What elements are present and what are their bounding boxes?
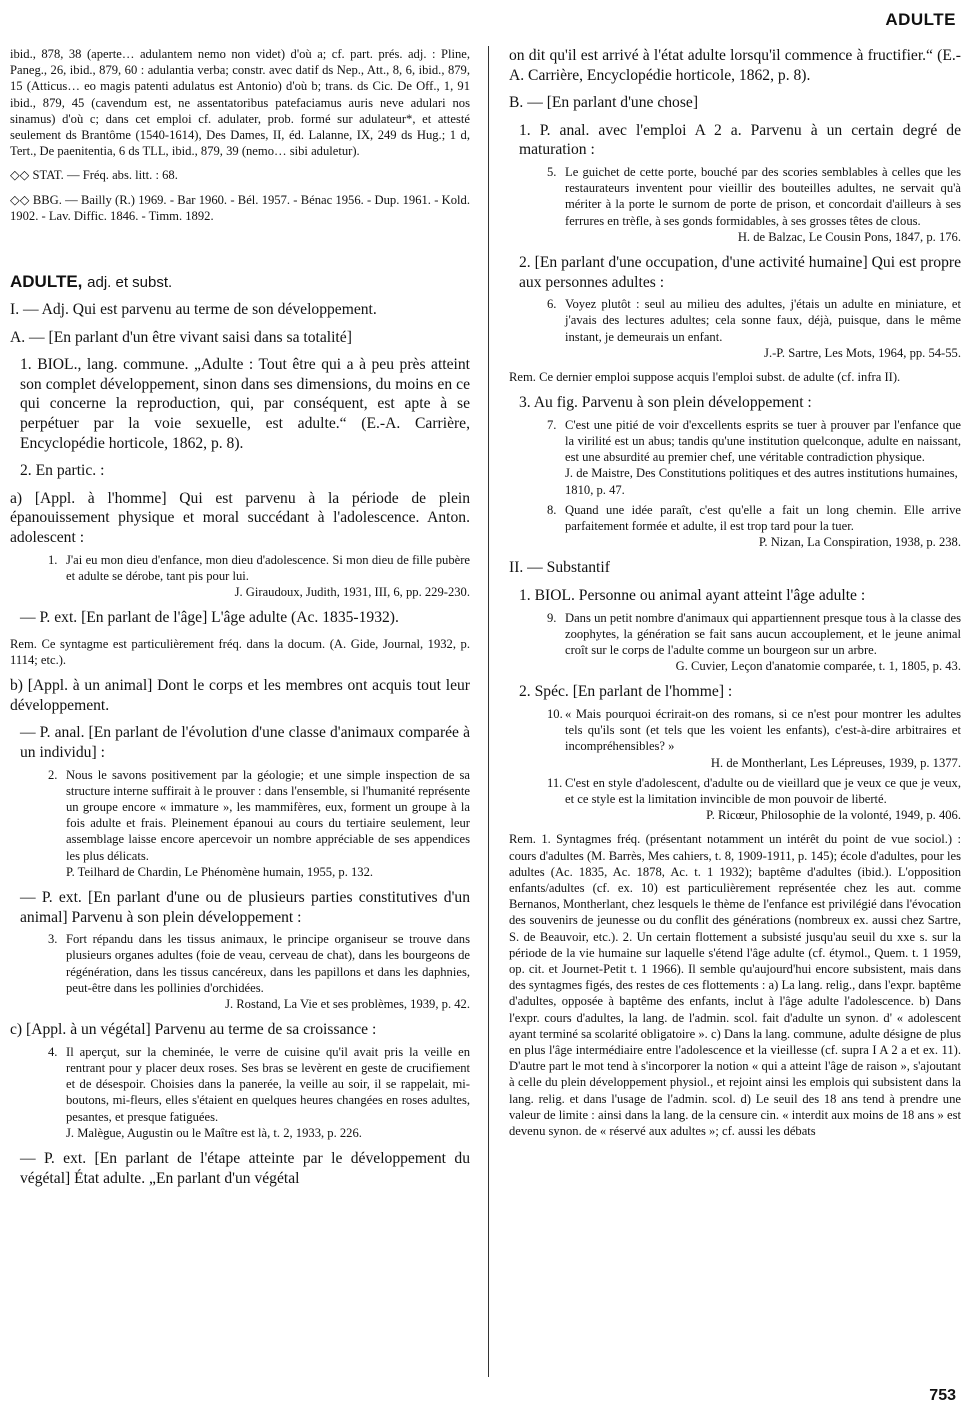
- pext-age: — P. ext. [En parlant de l'âge] L'âge adulte (Ac. 1835-1932).: [20, 609, 399, 627]
- section-II1: 1. BIOL. Personne ou animal ayant atteint l'âge adulte :: [519, 587, 866, 604]
- quote-3: 3. Fort répandu dans les tissus animaux, le principe organiseur se trouve dans plusieurs organes adultes (foie de veau, cerveau de chat), dans les bourgeons de régénération, dans les tissus cancéreux, dans les papillons et dans les daphnies, peut-être dans les pollinies d'orchidées.: [48, 932, 470, 995]
- quote-9: 9. Dans un petit nombre d'animaux qui appartiennent presque tous à la classe des zoophytes, la génération se fait sans aucun accouplement, et le jeune animal croît sur le corps de l'adulte comme un bourgeon sur un arbre.: [547, 610, 961, 657]
- section-I: I. — Adj. Qui est parvenu au terme de son développement.: [10, 301, 377, 319]
- left-column: [10, 46, 470, 1377]
- quote-6: 6. Voyez plutôt : seul au milieu des adultes, j'étais un adulte en miniature, et j'avais des lectures adultes; cela sonne faux, déjà, puisque, dans le même instant, je demeurais un enfant.: [547, 297, 961, 344]
- panal-animal: — P. anal. [En parlant de l'évolution d'une classe d'animaux comparée à un individu] :: [20, 724, 470, 761]
- quote-1: 1. J'ai eu mon dieu d'enfance, mon dieu d'adolescence. Si mon dieu de fille pubère et adulte se dérobe, tant pis pour lui.: [48, 552, 470, 583]
- column-divider: [488, 46, 489, 1377]
- section-B3: 3. Au fig. Parvenu à son plein développement :: [519, 394, 812, 412]
- section-A1: 1. BIOL., lang. commune. „Adulte : Tout être qui a à peu près atteint son complet développement, sinon dans ses dimensions, du moins en ce qui concerne la reproduction, qui, par conséquent, est apte à se perpétuer par la voie sexuelle, est adulte.“ (E.-A. Carrière, Encyclopédie horticole, 1862, p. 8).: [20, 356, 470, 452]
- quote-6-source: J.-P. Sartre, Les Mots, 1964, pp. 54-55.: [764, 345, 961, 360]
- headword: ADULTE,: [10, 272, 83, 292]
- quote-11: 11. C'est en style d'adolescent, d'adulte ou de vieillard que je veux ce que je veux, et ce style est la limitation invincible de mon pouvoir de liberté.: [547, 775, 961, 807]
- quote-9-source: G. Cuvier, Leçon d'anatomie comparée, t. 1, 1805, p. 43.: [675, 659, 961, 674]
- bibliography-line: ◇◇ BBG. — Bailly (R.) 1969. - Bar 1960. - Bél. 1957. - Bénac 1956. - Dup. 1961. - Kold. 1902. - Lav. Diffic. 1846. - Timm. 1892.: [10, 192, 470, 223]
- entry-heading: [10, 272, 470, 292]
- quote-11-source: P. Ricœur, Philosophie de la volonté, 1949, p. 406.: [706, 808, 961, 823]
- quote-5: 5. Le guichet de cette porte, bouché par des scories semblables à celles que les restaurateurs inventent pour vieillir des bouteilles adultes, ne servait qu'à mériter à la porte le surnom de porte de prison, et concordait d'ailleurs à ses ferrures en trèfle, à ses gonds formidables, à ses grosses têtes de clous.: [547, 164, 961, 228]
- section-A2c: c) [Appl. à un végétal] Parvenu au terme de sa croissance :: [10, 1021, 377, 1039]
- section-II2: 2. Spéc. [En parlant de l'homme] :: [519, 683, 733, 701]
- section-B2: 2. [En parlant d'une occupation, d'une activité humaine] Qui est propre aux personnes adultes :: [519, 253, 961, 291]
- quote-10: 10. « Mais pourquoi écrirait-on des romans, si ce n'est pour montrer les adultes tels qu'ils sont (et tels que les voient les enfants), c'est-à-dire arbitraires et incompréhensibles? »: [547, 707, 961, 754]
- section-A2b: b) [Appl. à un animal] Dont le corps et les membres ont acquis tout leur développement.: [10, 677, 470, 714]
- quote-5-source: H. de Balzac, Le Cousin Pons, 1847, p. 176.: [737, 229, 961, 244]
- quote-7: 7. C'est une pitié de voir d'excellents esprits se tuer à prouver par l'enfance que la virilité est un abus; tandis qu'une institution quelconque, adulte en naissant, est une absurdité au premier chef, une véritable contradiction physique.: [547, 417, 961, 465]
- quote-8: 8. Quand une idée paraît, c'est qu'elle a fait un long chemin. Elle arrive parfaitement formée et adulte, il est trop tard pour la tuer.: [547, 502, 961, 533]
- remark-2: Rem. Ce dernier emploi suppose acquis l'emploi subst. de adulte (cf. infra II).: [509, 369, 901, 384]
- remark-1: Rem. Ce syntagme est particulièrement fréq. dans la docum. (A. Gide, Journal, 1932, p. 1114; etc.).: [10, 636, 470, 667]
- right-column: [509, 46, 961, 1377]
- remark-3: Rem. 1. Syntagmes fréq. (présentant notamment un intérêt du point de vue sociol.) : cours d'adultes (M. Barrès, Mes cahiers, t. 8, 1909-1911, p. 145); école d'adultes, pour les adultes (Ac. 1835, Ac. 1878, Ac. t. 1 1932); baptême d'adultes (ibid.). L'opposition enfants/adultes (cf. ex. 10) est particulièrement représentée chez les aut. comme Bernanos, Montherlant, chez lesquels le thème de l'enfance est privilégié dans l'évocation des souvenirs de jeunesse ou du conflit des générations (nombreux ex. aussi chez Sartre, S. de Beauvoir, etc.). 2. Un certain flottement a subsisté jusqu'au seuil du xxe s. sur la période de la vie humaine sur laquelle s'étend l'âge adulte (cf. étymol., Quem. t. 1 1959, op. cit. et Journet-Petit t. 1 1966). Il semble qu'aujourd'hui encore subsistent, mais dans des syntagmes figés, des restes de ces flottements : a) La lang. relig., dans l'expr. baptême d'adultes, opposée à baptême des enfants, inclut à l'âge adulte l'adolescence. b) Dans l'expr. cours d'adultes, la lang. de l'admin. scol. fait d'adulte un synon. d' « adolescent ayant terminé sa scolarité obligatoire ». c) Dans la lang. commune, adulte désigne de plus en plus l'âge intermédiaire entre l'adolescence et la vieillesse (cf. supra I A 2 a et ex. 11). D'autre part le mot tend à s'incorporer la notion « qui a atteint l'âge de raison », s'ajoutant à celle du plein développement physiol., et rejoint ainsi les emplois qui subsistent dans la lang. relig. et dans l'usage de l'admin. scol. d) Le seuil des 18 ans tend à prendre une valeur de limite : ainsi dans la lang. de la censure cin. « interdit aux moins de 18 ans » est devenu synon. de « réservé aux adultes »; cf. aussi les débats: [509, 832, 961, 1139]
- section-A2a: a) [Appl. à l'homme] Qui est parvenu à la période de plein épanouissement physique et moral succédant à l'adolescence. Anton. adolescent :: [10, 489, 470, 546]
- etymology-text: ibid., 878, 38 (aperte… adulantem nemo non videt) d'où a; cf. part. prés. adj. : Pline, Paneg., 26, ibid., 879, 60 : adulantia verba; constr. avec datif ds Nep., Att., 8, 6, ibid., 879, 15 (Atticus… eo magis patenti adulatus est Antonio) d'où b; trans. ds Cic. De Off., 1, 91 ibid., 879, 45 (cavendum est, ne assentatoribus patefaciamus auris neve adulari nos sinamus) d'où c; dans cet emploi cf. adulater, prob. formé sur adulateur*, et attesté seulement ds Brantôme (1540-1614), Des Dames, II, éd. Lalanne, IX, 249 ds Hug.; 1 d, Tert., De paenitentia, 6 ds TLL, ibid., 879, 39 (nemo… sibi aduletur).: [10, 47, 470, 159]
- stat-line: ◇◇ STAT. — Fréq. abs. litt. : 68.: [10, 168, 178, 183]
- part-of-speech: adj. et subst.: [87, 274, 173, 292]
- quote-3-source: J. Rostand, La Vie et ses problèmes, 1939, p. 42.: [225, 996, 470, 1011]
- quote-7-source: J. de Maistre, Des Constitutions politiques et des autres institutions humaines, 1810, p. 47.: [565, 466, 958, 497]
- quote-1-source: J. Giraudoux, Judith, 1931, III, 6, pp. 229-230.: [234, 584, 470, 599]
- continuation-text: on dit qu'il est arrivé à l'état adulte lorsqu'il commence à fructifier.“ (E.-A. Carrière, Encyclopédie horticole, 1862, p. 8).: [509, 47, 961, 84]
- quote-4: 4. Il aperçut, sur la cheminée, le verre de cuisine qu'il avait pris la veille en rentrant pour y placer deux roses. Ses bras se levèrent en geste de crucifiement et de désespoir. Choisies dans la panerée, la veille au soir, il se rappelait, mi-boutons, mi-fleurs, elles s'étaient en quelques heures changées en roses adultes, pesantes, et presque fatiguées.: [48, 1044, 470, 1124]
- section-A2: 2. En partic. :: [20, 462, 105, 480]
- section-A: A. — [En parlant d'un être vivant saisi dans sa totalité]: [10, 328, 352, 346]
- pext-parts: — P. ext. [En parlant d'une ou de plusieurs parties constitutives d'un animal] Parvenu à son plein développement :: [20, 888, 470, 926]
- quote-4-source: J. Malègue, Augustin ou le Maître est là, t. 2, 1933, p. 226.: [66, 1125, 362, 1140]
- section-II: II. — Substantif: [509, 559, 610, 577]
- quote-2: 2. Nous le savons positivement par la géologie; et une simple inspection de sa structure interne suffirait à le prouver : dans l'ensemble, si l'humanité représente un groupe encore « immature », les mammifères, eux, forment un groupe à la fois adulte et frais. Pleinement épanoui au cours du tertiaire seulement, leur assemblage laisse encore apercevoir un nombre appréciable de ses appendices les plus délicats.: [48, 767, 470, 863]
- quote-8-source: P. Nizan, La Conspiration, 1938, p. 238.: [758, 535, 961, 550]
- quote-10-source: H. de Montherlant, Les Lépreuses, 1939, p. 1377.: [710, 755, 961, 770]
- page-number: 753: [929, 1387, 956, 1404]
- quote-2-source: P. Teilhard de Chardin, Le Phénomène humain, 1955, p. 132.: [66, 864, 374, 879]
- section-B1: 1. P. anal. avec l'emploi A 2 a. Parvenu à un certain degré de maturation :: [519, 121, 961, 159]
- page-header: ADULTE: [885, 10, 956, 29]
- pext-vegetal: — P. ext. [En parlant de l'étape atteinte par le développement du végétal] État adulte. „En parlant d'un végétal: [20, 1149, 470, 1187]
- section-B: B. — [En parlant d'une chose]: [509, 94, 699, 112]
